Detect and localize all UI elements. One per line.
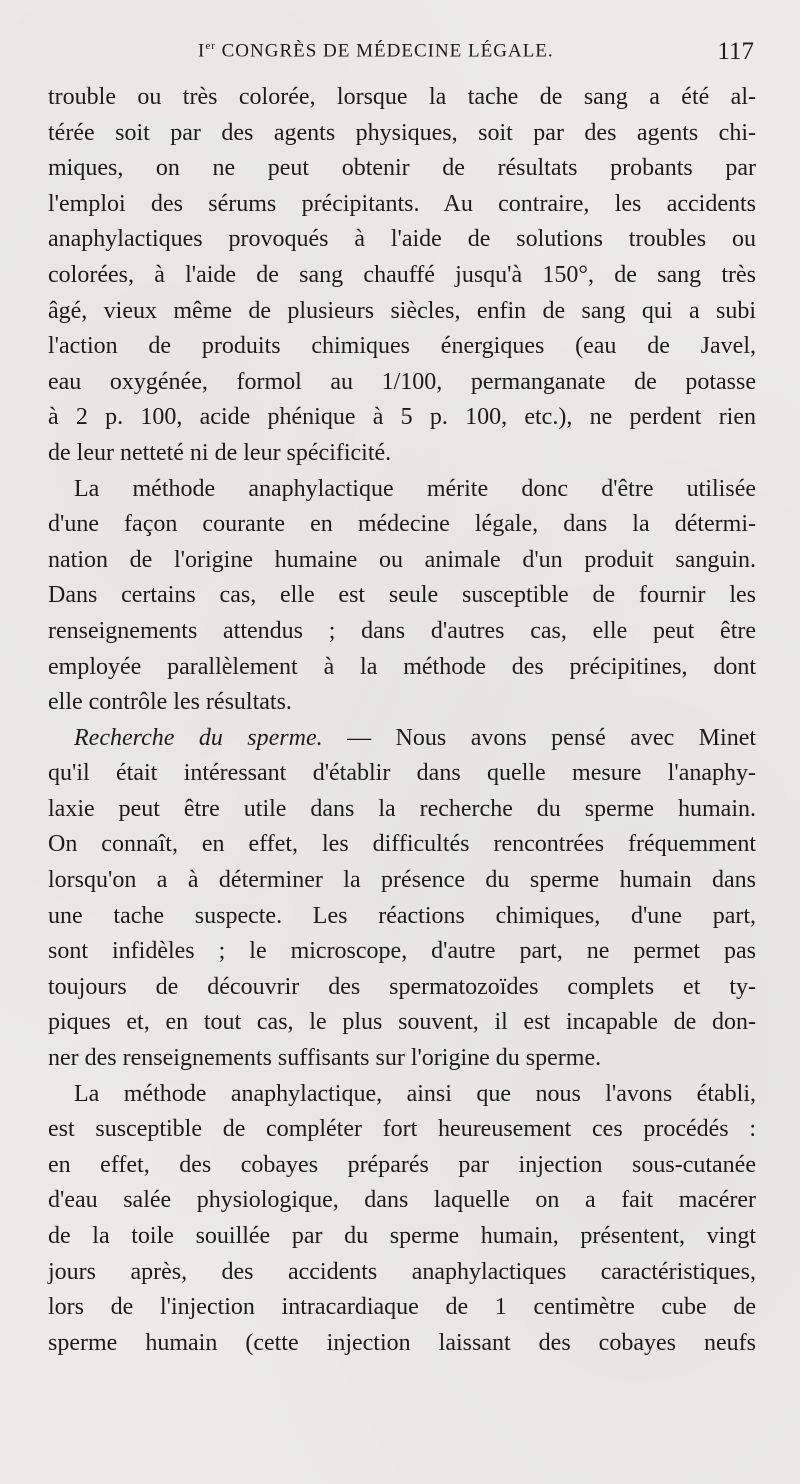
text-line: ner des renseignements suffisants sur l'origine du sperme.: [48, 1045, 602, 1072]
text-line: La méthode anaphylactique mérite donc d'être utilisée: [74, 475, 756, 502]
text-line: La méthode anaphylactique, ainsi que nous l'avons établi,: [74, 1080, 756, 1107]
text-line: renseignements attendus ; dans d'autres cas, elle peut être: [48, 617, 756, 644]
text-line: eau oxygénée, formol au 1/100, permanganate de potasse: [48, 368, 756, 395]
text-line: térée soit par des agents physiques, soit par des agents chi-: [48, 119, 756, 146]
text-line: miques, on ne peut obtenir de résultats probants par: [48, 155, 756, 182]
ordinal-superscript: er: [205, 40, 216, 52]
text-line: toujours de découvrir des spermatozoïdes complets et ty-: [48, 973, 756, 1000]
text-line: trouble ou très colorée, lorsque la tache de sang a été al-: [48, 84, 756, 110]
text-line: à 2 p. 100, acide phénique à 5 p. 100, etc.), ne perdent rien: [48, 404, 756, 431]
text-line: lorsqu'on a à déterminer la présence du sperme humain dans: [48, 867, 756, 894]
paragraph-3: [48, 721, 756, 1077]
paragraph-2: [48, 472, 756, 721]
text-line: en effet, des cobayes préparés par injection sous-cutanée: [48, 1151, 756, 1178]
paragraph-4: [48, 1077, 756, 1362]
text-line: âgé, vieux même de plusieurs siècles, enfin de sang qui a subi: [48, 297, 756, 324]
running-head: [0, 40, 800, 76]
text-line: laxie peut être utile dans la recherche du sperme humain.: [48, 795, 756, 822]
text-line: elle contrôle les résultats.: [48, 689, 292, 716]
text-line: Dans certains cas, elle est seule susceptible de fournir les: [48, 582, 756, 609]
text-line: colorées, à l'aide de sang chauffé jusqu'à 150°, de sang très: [48, 261, 756, 288]
paragraph-1: [48, 80, 756, 472]
text-line: l'action de produits chimiques énergiques (eau de Javel,: [48, 333, 756, 360]
text-line: de la toile souillée par du sperme humain, présentent, vingt: [48, 1223, 756, 1249]
text-line: anaphylactiques provoqués à l'aide de solutions troubles ou: [48, 226, 756, 253]
text-line: d'eau salée physiologique, dans laquelle on a fait macérer: [48, 1187, 756, 1214]
body-text: [48, 80, 756, 1361]
text-line: employée parallèlement à la méthode des précipitines, dont: [48, 653, 756, 680]
text-line: piques et, en tout cas, le plus souvent, il est incapable de don-: [48, 1009, 756, 1036]
text-line: On connaît, en effet, les difficultés rencontrées fréquemment: [48, 831, 756, 858]
text-fragment: — Nous avons pensé avec Minet: [322, 724, 757, 751]
text-line: sperme humain (cette injection laissant des cobayes neufs: [48, 1329, 756, 1356]
text-line: l'emploi des sérums précipitants. Au contraire, les accidents: [48, 190, 756, 217]
text-line: jours après, des accidents anaphylactiques caractéristiques,: [48, 1258, 756, 1285]
section-heading: Recherche du sperme.: [74, 724, 323, 751]
text-line: de leur netteté ni de leur spécificité.: [48, 439, 392, 466]
text-line: une tache suspecte. Les réactions chimiques, d'une part,: [48, 902, 756, 929]
running-title: [198, 40, 554, 62]
text-line: lors de l'injection intracardiaque de 1 centimètre cube de: [48, 1294, 756, 1321]
text-line: sont infidèles ; le microscope, d'autre part, ne permet pas: [48, 938, 756, 965]
ordinal: I: [198, 40, 206, 62]
congress-title: CONGRÈS DE MÉDECINE LÉGALE.: [221, 40, 554, 62]
text-line: [48, 721, 756, 757]
text-line: d'une façon courante en médecine légale, dans la détermi-: [48, 511, 756, 538]
text-line: nation de l'origine humaine ou animale d'un produit sanguin.: [48, 546, 756, 573]
text-line: est susceptible de compléter fort heureusement ces procédés :: [48, 1116, 756, 1143]
text-line: qu'il était intéressant d'établir dans quelle mesure l'anaphy-: [48, 760, 756, 787]
page-number: 117: [717, 38, 754, 65]
